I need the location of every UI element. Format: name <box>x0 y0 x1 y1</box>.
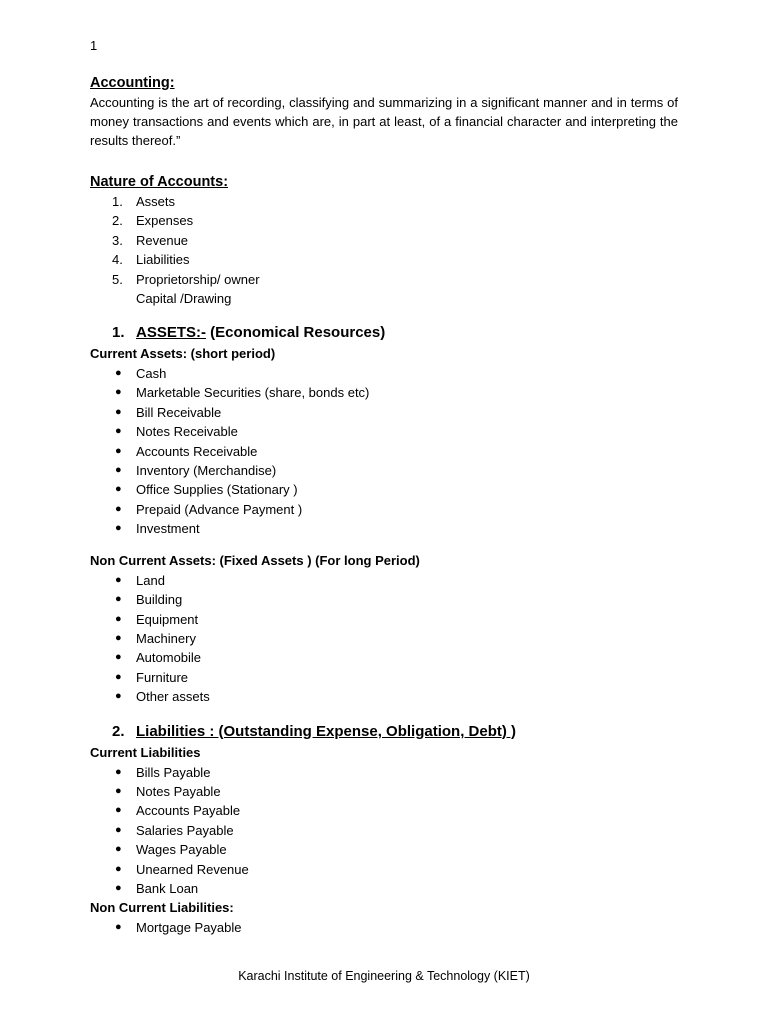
list-number: 1. <box>112 194 123 209</box>
list-item-label: Bill Receivable <box>136 404 222 420</box>
page-content <box>90 73 678 938</box>
assets-heading <box>90 322 678 344</box>
list-item-label: Liabilities <box>136 252 190 268</box>
bullet-icon: ● <box>115 573 122 586</box>
bullet-icon: ● <box>115 593 122 606</box>
list-item-label: Bank Loan <box>136 880 199 896</box>
bullet-icon: ● <box>115 464 122 477</box>
list-item-label: Assets <box>136 194 176 209</box>
assets-subtitle: (Economical Resources) <box>206 324 386 342</box>
bullet-icon: ● <box>115 631 122 644</box>
list-item <box>90 422 678 441</box>
bullet-icon: ● <box>115 804 122 817</box>
list-number: 3. <box>112 232 123 248</box>
bullet-icon: ● <box>115 881 122 894</box>
list-item <box>90 442 678 461</box>
list-item <box>90 403 678 422</box>
list-item-label: Wages Payable <box>136 842 227 858</box>
list-item <box>90 879 678 898</box>
list-number: 2. <box>112 213 123 229</box>
list-item <box>90 211 678 230</box>
nature-heading: Nature of Accounts: <box>90 174 229 190</box>
list-item <box>90 918 678 937</box>
list-item <box>90 231 678 250</box>
list-item-label: Other assets <box>136 689 210 705</box>
accounting-heading: Accounting: <box>90 75 175 91</box>
bullet-icon: ● <box>115 444 122 457</box>
list-item <box>90 763 678 782</box>
list-item-label: Equipment <box>136 611 199 627</box>
bullet-icon: ● <box>115 612 122 625</box>
bullet-icon: ● <box>115 765 122 778</box>
list-item <box>90 250 678 269</box>
bullet-icon: ● <box>115 425 122 438</box>
bullet-icon: ● <box>115 862 122 875</box>
page-footer: Karachi Institute of Engineering & Technology (KIET) <box>238 969 530 983</box>
noncurrent-assets-heading: Non Current Assets: (Fixed Assets ) (For long Period) <box>90 552 420 568</box>
bullet-icon: ● <box>115 651 122 664</box>
list-item-label: Mortgage Payable <box>136 920 242 936</box>
list-item-label: Accounts Payable <box>136 803 241 819</box>
list-item-label: Salaries Payable <box>136 822 234 838</box>
list-item <box>90 500 678 519</box>
assets-title: ASSETS:- <box>136 324 207 342</box>
list-item <box>90 629 678 648</box>
accounting-definition: Accounting is the art of recording, classifying and summarizing in a significant manner and in terms of money transactions and events which are, in part at least, of a financial character and interpreting the results thereof.” <box>90 95 678 148</box>
list-item-label: Building <box>136 592 183 608</box>
list-item <box>90 519 678 538</box>
list-item <box>90 782 678 801</box>
list-item <box>90 860 678 879</box>
list-item <box>90 801 678 820</box>
list-item-label: Unearned Revenue <box>136 861 249 877</box>
bullet-icon: ● <box>115 483 122 496</box>
list-item-label: Land <box>136 572 165 588</box>
list-item <box>90 571 678 590</box>
bullet-icon: ● <box>115 502 122 515</box>
noncurrent-assets-list <box>90 571 678 707</box>
list-item-label: Bills Payable <box>136 764 211 780</box>
nature-list <box>90 192 678 289</box>
current-assets-heading: Current Assets: (short period) <box>90 346 276 362</box>
list-item <box>90 821 678 840</box>
list-item-label: Investment <box>136 521 200 537</box>
bullet-icon: ● <box>115 670 122 683</box>
list-item <box>90 270 678 289</box>
section-number: 1. <box>112 324 125 342</box>
section-number: 2. <box>112 722 125 740</box>
list-item-label: Automobile <box>136 650 202 666</box>
list-item-label: Marketable Securities (share, bonds etc) <box>136 385 370 401</box>
bullet-icon: ● <box>115 921 122 934</box>
list-item-label: Expenses <box>136 213 194 229</box>
list-item <box>90 192 678 211</box>
page-number: 1 <box>90 38 98 53</box>
bullet-icon: ● <box>115 823 122 836</box>
bullet-icon: ● <box>115 405 122 418</box>
list-item <box>90 383 678 402</box>
list-number: 5. <box>112 271 123 287</box>
nature-continuation: Capital /Drawing <box>136 291 232 307</box>
list-item-label: Proprietorship/ owner <box>136 271 260 287</box>
list-item-label: Office Supplies (Stationary ) <box>136 482 298 498</box>
list-item <box>90 480 678 499</box>
list-item-label: Furniture <box>136 669 189 685</box>
bullet-icon: ● <box>115 522 122 535</box>
list-item-label: Machinery <box>136 630 196 646</box>
current-liabilities-heading: Current Liabilities <box>90 744 201 760</box>
list-item-label: Prepaid (Advance Payment ) <box>136 501 303 517</box>
list-item <box>90 648 678 667</box>
list-item <box>90 590 678 609</box>
list-item-label: Notes Receivable <box>136 424 238 440</box>
list-item <box>90 461 678 480</box>
current-liabilities-list <box>90 763 678 899</box>
list-item-label: Accounts Receivable <box>136 443 258 459</box>
list-item <box>90 668 678 687</box>
list-number: 4. <box>112 252 123 268</box>
list-item <box>90 364 678 383</box>
list-item <box>90 840 678 859</box>
liabilities-title: Liabilities : (Outstanding Expense, Obligation, Debt) ) <box>136 722 517 740</box>
bullet-icon: ● <box>115 843 122 856</box>
list-item <box>90 687 678 706</box>
liabilities-heading <box>90 721 678 743</box>
list-item-label: Notes Payable <box>136 783 221 799</box>
current-assets-list <box>90 364 678 539</box>
list-item-label: Revenue <box>136 232 189 248</box>
list-item-label: Cash <box>136 366 167 382</box>
list-item-label: Inventory (Merchandise) <box>136 463 277 479</box>
list-item <box>90 610 678 629</box>
bullet-icon: ● <box>115 784 122 797</box>
noncurrent-liabilities-list <box>90 918 678 937</box>
noncurrent-liabilities-heading: Non Current Liabilities: <box>90 900 234 916</box>
bullet-icon: ● <box>115 690 122 703</box>
bullet-icon: ● <box>115 367 122 380</box>
bullet-icon: ● <box>115 386 122 399</box>
